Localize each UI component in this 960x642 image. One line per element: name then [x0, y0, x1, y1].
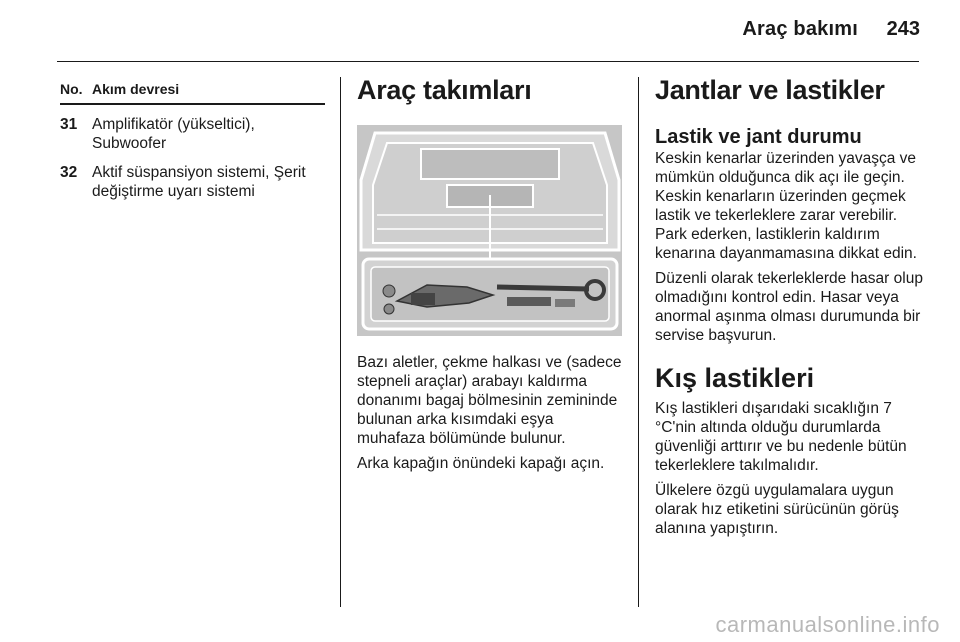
- tyre-condition-heading: Lastik ve jant durumu: [655, 126, 862, 148]
- wheels-section: [655, 74, 925, 538]
- trunk-tools-illustration: [357, 125, 622, 336]
- tools-section: [357, 74, 625, 473]
- winter-tyres-paragraph: Ülkelere özgü uygulamalara uygun olarak hız etiketini sürücünün görüş alanına yapıştırın.: [655, 482, 899, 537]
- tyre-condition-paragraph: Keskin kenarlar üzerinden yavaşça ve mümkün olduğunca dik açı ile geçin. Keskin kenarların üzerinden geçmek lastik ve tekerleklere zarar verebilir. Park ederken, lastiklerin kaldırım kenarına dayanmamasına dikkat edin.: [655, 150, 917, 262]
- fuse-circuit: Amplifikatör (yükseltici), Subwoofer: [92, 116, 255, 152]
- column-divider-1: [340, 77, 341, 607]
- wheels-heading: Jantlar ve lastikler: [655, 75, 885, 105]
- winter-tyres-paragraph: Kış lastikleri dışarıdaki sıcaklığın 7 °C'nin altında olduğu durumlarda güvenliği arttırır ve bu nedenle bütün tekerleklere takılmalıdır.: [655, 400, 907, 474]
- tyre-condition-paragraph: Düzenli olarak tekerleklerde hasar olup olmadığını kontrol edin. Hasar veya anormal aşınma olması durumunda bir servise başvurun.: [655, 270, 923, 344]
- table-row: [60, 115, 325, 153]
- tools-paragraph: Bazı aletler, çekme halkası ve (sadece stepneli araçlar) arabayı kaldırma donanımı bagaj bölmesinin zemininde bulunan arka kısımdaki eşya muhafaza bölümünde bulunur.: [357, 354, 622, 447]
- fuse-circuit: Aktif süspansiyon sistemi, Şerit değiştirme uyarı sistemi: [92, 164, 306, 200]
- page-number: 243: [886, 18, 920, 40]
- fuse-table-header: [60, 81, 325, 105]
- column-header-no: No.: [60, 81, 83, 97]
- running-header-title: Araç bakımı: [742, 18, 858, 40]
- winter-tyres-heading: Kış lastikleri: [655, 363, 815, 393]
- trunk-tools-drawing: [357, 125, 622, 336]
- table-row: [60, 163, 325, 201]
- watermark: carmanualsonline.info: [715, 612, 940, 637]
- fuse-number: 31: [60, 116, 78, 133]
- fuse-table: [60, 81, 325, 201]
- header-divider: [57, 61, 919, 62]
- column-divider-2: [638, 77, 639, 607]
- fuse-number: 32: [60, 164, 78, 181]
- column-header-circuit: Akım devresi: [92, 81, 180, 97]
- tools-heading: Araç takımları: [357, 75, 532, 105]
- tools-paragraph: Arka kapağın önündeki kapağı açın.: [357, 455, 605, 472]
